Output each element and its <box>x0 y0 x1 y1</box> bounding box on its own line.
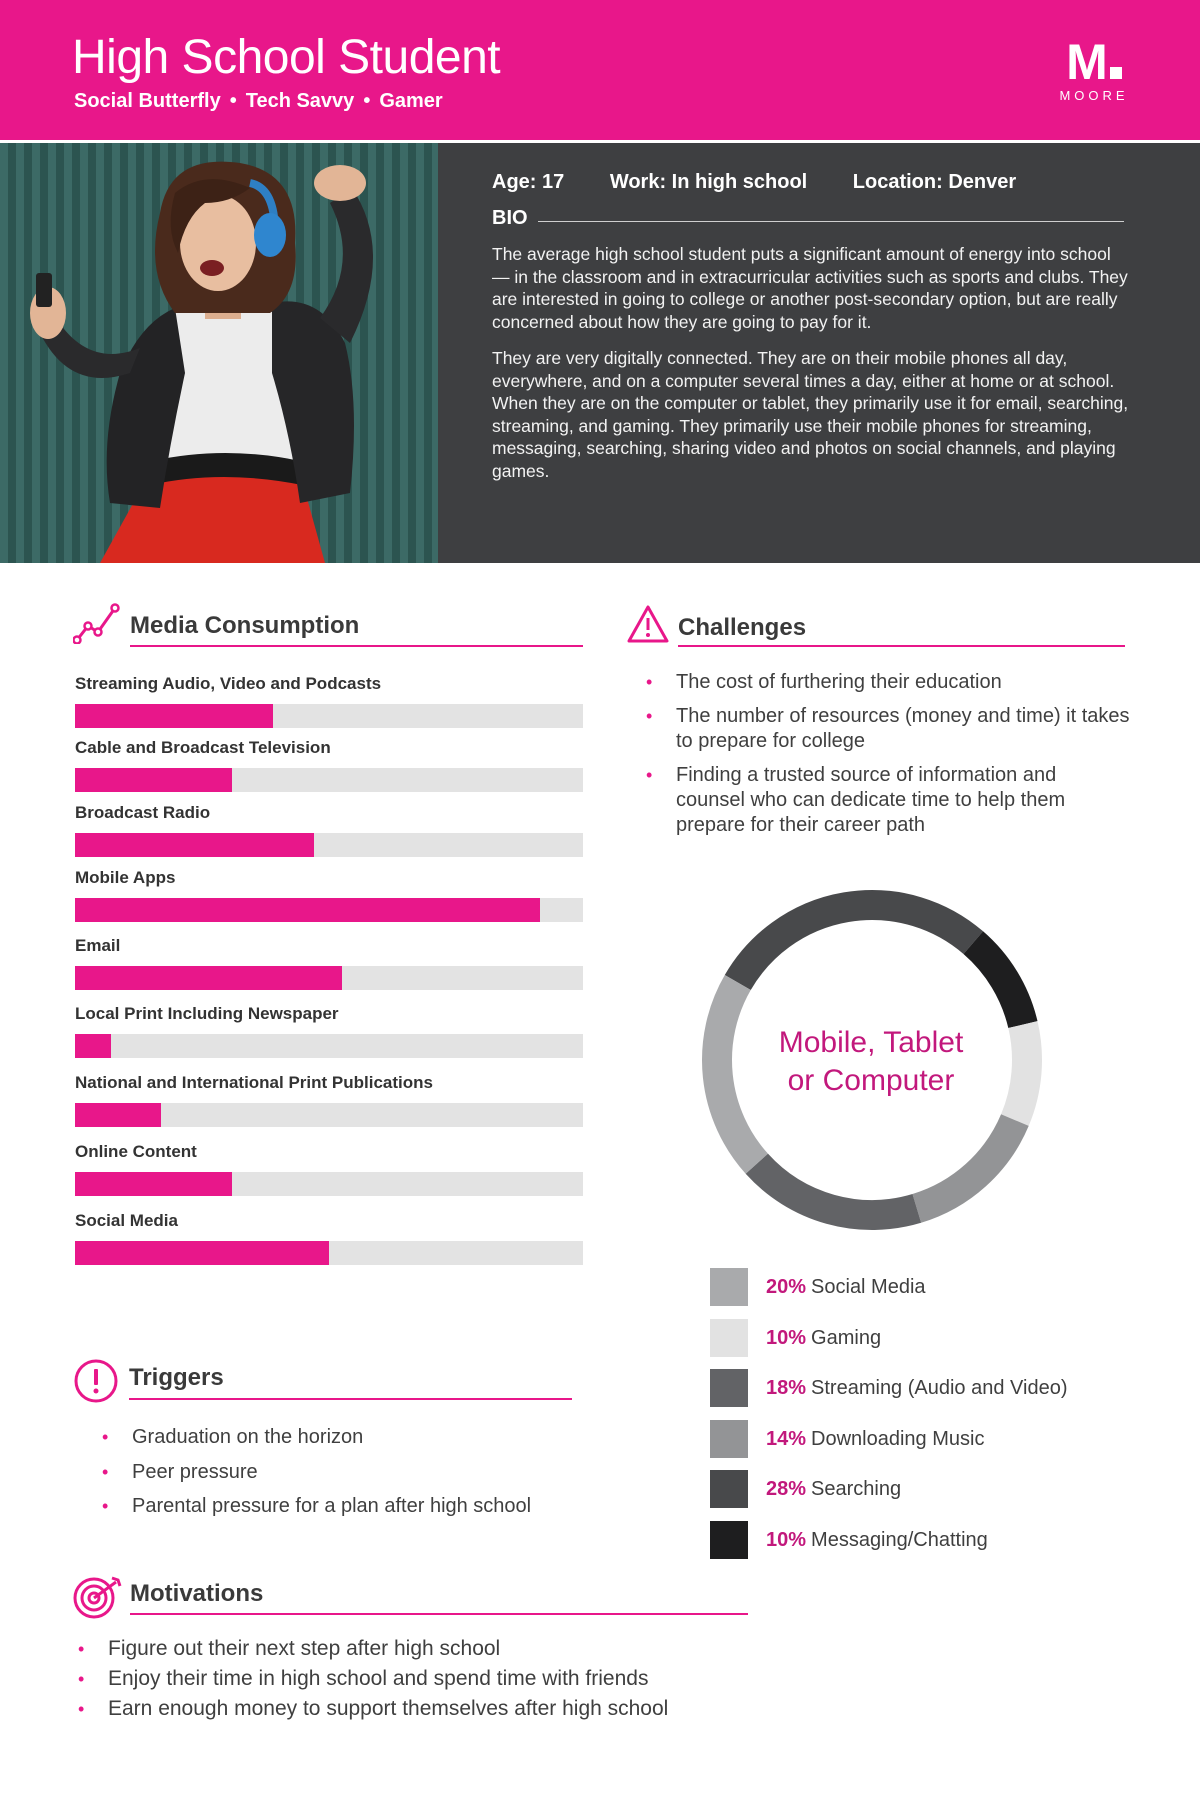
legend-label: Social Media <box>811 1276 926 1298</box>
donut-segment-searching <box>738 905 974 983</box>
media-item-label: Email <box>75 936 121 955</box>
bio-label: BIO <box>492 207 528 229</box>
media-item <box>75 1142 583 1211</box>
media-item <box>75 1073 583 1142</box>
motivations-title: Motivations <box>130 1580 264 1607</box>
legend-percent: 28% <box>766 1478 807 1500</box>
media-item <box>75 936 583 1004</box>
legend-label: Messaging/Chatting <box>811 1528 988 1551</box>
legend-label: Searching <box>811 1478 902 1500</box>
media-bar-track <box>75 704 583 728</box>
header-banner <box>0 0 1200 140</box>
media-item-label: Online Content <box>75 1142 197 1161</box>
persona-photo <box>0 143 438 563</box>
location-fact: Location: Denver <box>852 171 1017 193</box>
motivations-rule <box>130 1613 748 1615</box>
media-bar-track <box>75 1241 583 1265</box>
media-bar-track <box>75 1103 583 1127</box>
media-bar-fill <box>75 1034 111 1058</box>
challenges-rule <box>678 645 1125 647</box>
media-bar-fill <box>75 966 342 990</box>
persona-tags <box>74 90 443 113</box>
media-bar-fill <box>75 704 273 728</box>
donut-segment-gaming <box>1015 1025 1027 1120</box>
motivation-item: • Earn enough money to support themselves after high school <box>72 1694 772 1724</box>
media-bar-fill <box>75 1172 232 1196</box>
tag-separator: • <box>229 90 237 112</box>
page-title: High School Student <box>72 31 501 84</box>
tag-tech-savvy: Tech Savvy <box>245 90 355 112</box>
legend-percent: 18% <box>766 1377 807 1399</box>
target-icon <box>72 1574 126 1620</box>
bio-divider <box>538 221 1124 222</box>
media-item-label: Streaming Audio, Video and Podcasts <box>75 674 382 693</box>
media-item-label: Cable and Broadcast Television <box>75 738 331 757</box>
motivation-item: • Enjoy their time in high school and spend time with friends <box>72 1664 772 1694</box>
legend-swatch <box>710 1319 748 1357</box>
media-bar-track <box>75 1172 583 1196</box>
trigger-item: • Graduation on the horizon <box>96 1420 616 1455</box>
media-item <box>75 1211 583 1275</box>
donut-segment-messaging-chatting <box>973 943 1023 1025</box>
media-bar-fill <box>75 833 314 857</box>
donut-center-line: Mobile, Tablet <box>778 1026 964 1059</box>
tag-social-butterfly: Social Butterfly <box>74 90 221 112</box>
bio-paragraph: They are very digitally connected. They are on their mobile phones all day, everywhere, and on a computer several times a day, either at home or at school. When they are on the computer or tablet, they primarily use it for email, searching, streaming, and gaming. They primarily use their mobile phones for streaming, messaging, searching, sharing video and photos on social channels, and playing games. <box>492 348 1129 481</box>
media-item-label: National and International Print Publications <box>75 1073 433 1092</box>
trigger-item: • Parental pressure for a plan after high school <box>96 1489 616 1524</box>
media-item-label: Broadcast Radio <box>75 803 211 822</box>
media-bar-track <box>75 768 583 792</box>
donut-segment-downloading-music <box>917 1120 1015 1208</box>
motivation-item: • Figure out their next step after high school <box>72 1634 772 1664</box>
warning-icon <box>626 604 670 644</box>
legend-percent: 10% <box>766 1326 807 1349</box>
legend-swatch <box>710 1268 748 1306</box>
media-item <box>75 738 583 803</box>
legend-swatch <box>710 1521 748 1559</box>
work-fact: Work: In high school <box>609 171 808 193</box>
trigger-item: • Peer pressure <box>96 1455 616 1490</box>
media-bar-track <box>75 966 583 990</box>
media-item-label: Local Print Including Newspaper <box>75 1004 339 1023</box>
legend-swatch <box>710 1369 748 1407</box>
media-bar-track <box>75 898 583 922</box>
legend-percent: 10% <box>766 1528 807 1551</box>
bio-panel <box>438 143 1200 563</box>
triggers-title: Triggers <box>129 1364 224 1391</box>
donut-center-line: or Computer <box>787 1064 955 1097</box>
challenge-item: • The cost of furthering their education <box>640 670 1130 695</box>
triggers-rule <box>129 1398 572 1400</box>
triggers-list <box>96 1420 616 1524</box>
moore-logo <box>1056 34 1132 103</box>
challenge-item: • The number of resources (money and time) it takes to prepare for college <box>640 704 1130 754</box>
challenge-item: • Finding a trusted source of information and counsel who can dedicate time to help them prepare for their career path <box>640 763 1130 838</box>
challenges-title: Challenges <box>678 614 807 641</box>
media-bar-track <box>75 1034 583 1058</box>
logo-mark: M <box>1066 34 1108 90</box>
media-item <box>75 1004 583 1073</box>
legend-percent: 14% <box>766 1427 807 1450</box>
legend-percent: 20% <box>766 1276 807 1298</box>
media-bar-track <box>75 833 583 857</box>
motivations-list <box>72 1634 772 1724</box>
media-consumption-rule <box>130 645 583 647</box>
media-bar-fill <box>75 1241 329 1265</box>
media-bar-fill <box>75 1103 161 1127</box>
tag-separator: • <box>363 90 371 112</box>
media-item <box>75 868 583 936</box>
legend-label: Streaming (Audio and Video) <box>811 1377 1068 1399</box>
media-bar-fill <box>75 898 540 922</box>
donut-segment-streaming-audio-and-video- <box>757 1164 917 1215</box>
legend-swatch <box>710 1470 748 1508</box>
persona-facts <box>492 171 1056 194</box>
legend-label: Downloading Music <box>811 1427 985 1450</box>
trend-chart-icon <box>73 602 121 644</box>
media-item <box>75 803 583 868</box>
exclamation-circle-icon <box>73 1358 119 1404</box>
media-item-label: Mobile Apps <box>75 868 176 887</box>
tag-gamer: Gamer <box>379 90 443 112</box>
bio-paragraph: The average high school student puts a significant amount of energy into school — in the classroom and in extracurricular activities such as sports and clubs. They are interested in going to college or another post-secondary option, but are really concerned about how they are going to pay for it. <box>492 244 1128 332</box>
legend-swatch <box>710 1420 748 1458</box>
logo-wordmark: MOORE <box>1059 88 1129 103</box>
challenges-list <box>640 670 1130 838</box>
media-consumption-title: Media Consumption <box>130 612 360 639</box>
media-item <box>75 674 583 738</box>
donut-center-label <box>740 1024 1002 1100</box>
media-item-label: Social Media <box>75 1211 178 1230</box>
legend-label: Gaming <box>811 1326 882 1349</box>
media-consumption-list <box>75 674 583 1275</box>
bio-text <box>492 243 1132 496</box>
media-bar-fill <box>75 768 232 792</box>
age-fact: Age: 17 <box>492 171 565 193</box>
